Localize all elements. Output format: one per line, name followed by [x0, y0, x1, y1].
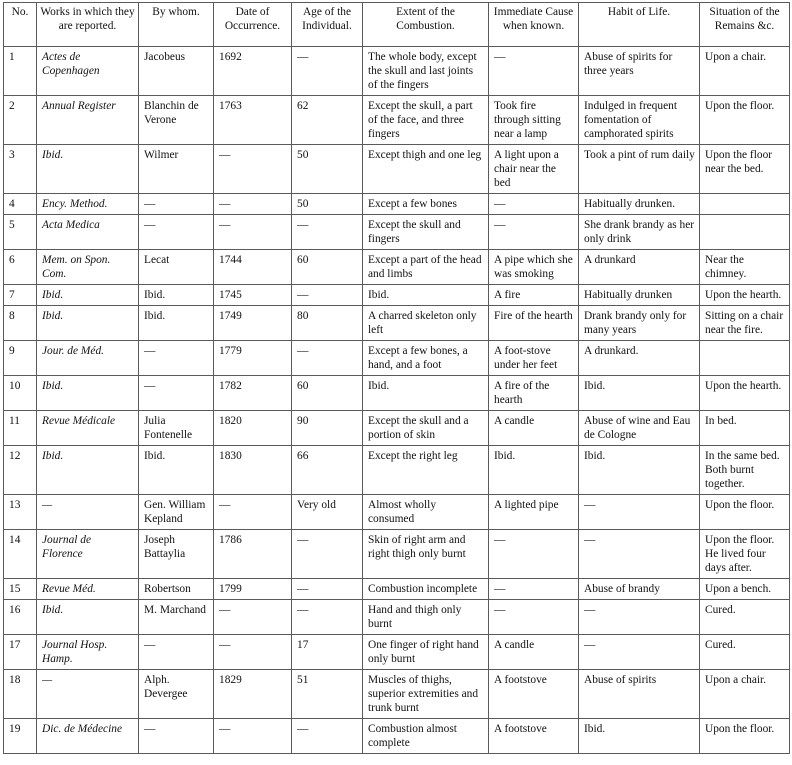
cell-cause: —	[489, 579, 579, 600]
cell-work: Acta Medica	[37, 215, 139, 250]
cell-extent: Ibid.	[363, 376, 489, 411]
cell-work: —	[37, 495, 139, 530]
cell-no: 7	[4, 285, 37, 306]
cell-date: —	[214, 635, 292, 670]
cell-no: 1	[4, 47, 37, 96]
cell-age: —	[292, 47, 363, 96]
cell-date: —	[214, 194, 292, 215]
cell-no: 18	[4, 670, 37, 719]
cell-situation: Sitting on a chair near the fire.	[700, 306, 790, 341]
cell-age: Very old	[292, 495, 363, 530]
cell-situation: Upon the hearth.	[700, 376, 790, 411]
table-row	[4, 411, 790, 446]
cell-date: 1744	[214, 250, 292, 285]
cell-habit: —	[579, 635, 700, 670]
cell-extent: Except the right leg	[363, 446, 489, 495]
cell-habit: Indulged in frequent fomentation of camphorated spirits	[579, 96, 700, 145]
cell-no: 2	[4, 96, 37, 145]
cell-work: Revue Méd.	[37, 579, 139, 600]
cell-cause: A candle	[489, 635, 579, 670]
cell-age: 50	[292, 145, 363, 194]
cell-habit: She drank brandy as her only drink	[579, 215, 700, 250]
cell-work: Revue Médicale	[37, 411, 139, 446]
header-extent: Extent of the Combustion.	[363, 3, 489, 47]
cell-age: —	[292, 719, 363, 754]
cell-by: —	[139, 376, 214, 411]
combustion-cases-table	[3, 2, 790, 754]
cell-age: 60	[292, 376, 363, 411]
cell-extent: Hand and thigh only burnt	[363, 600, 489, 635]
cell-age: —	[292, 600, 363, 635]
cell-habit: Ibid.	[579, 376, 700, 411]
cell-age: —	[292, 579, 363, 600]
cell-age: 80	[292, 306, 363, 341]
cell-date: 1829	[214, 670, 292, 719]
cell-age: 66	[292, 446, 363, 495]
cell-situation	[700, 194, 790, 215]
table-row	[4, 285, 790, 306]
table-row	[4, 719, 790, 754]
cell-by: Ibid.	[139, 446, 214, 495]
cell-extent: Muscles of thighs, superior extremities and trunk burnt	[363, 670, 489, 719]
cell-work: Annual Register	[37, 96, 139, 145]
cell-work: Ibid.	[37, 145, 139, 194]
cell-by: Julia Fontenelle	[139, 411, 214, 446]
table-row	[4, 579, 790, 600]
cell-date: 1745	[214, 285, 292, 306]
cell-extent: Except the skull and fingers	[363, 215, 489, 250]
cell-habit: Abuse of spirits for three years	[579, 47, 700, 96]
cell-work: Journal de Florence	[37, 530, 139, 579]
cell-work: Mem. on Spon. Com.	[37, 250, 139, 285]
cell-extent: Except a part of the head and limbs	[363, 250, 489, 285]
cell-extent: Combustion almost complete	[363, 719, 489, 754]
cell-age: —	[292, 341, 363, 376]
cell-habit: Ibid.	[579, 719, 700, 754]
cell-work: Ency. Method.	[37, 194, 139, 215]
cell-no: 11	[4, 411, 37, 446]
cell-date: —	[214, 495, 292, 530]
table-row	[4, 47, 790, 96]
cell-age: —	[292, 215, 363, 250]
cell-habit: —	[579, 495, 700, 530]
cell-situation: Cured.	[700, 635, 790, 670]
header-works: Works in which they are reported.	[37, 3, 139, 47]
table-row	[4, 670, 790, 719]
cell-work: —	[37, 670, 139, 719]
cell-by: M. Marchand	[139, 600, 214, 635]
header-situation: Situation of the Remains &c.	[700, 3, 790, 47]
cell-cause: Ibid.	[489, 446, 579, 495]
cell-by: Alph. Devergee	[139, 670, 214, 719]
cell-cause: A lighted pipe	[489, 495, 579, 530]
cell-date: —	[214, 719, 292, 754]
cell-by: Gen. William Kepland	[139, 495, 214, 530]
cell-habit: —	[579, 530, 700, 579]
cell-habit: Abuse of wine and Eau de Cologne	[579, 411, 700, 446]
cell-age: 17	[292, 635, 363, 670]
table-row	[4, 446, 790, 495]
table-row	[4, 194, 790, 215]
cell-extent: Skin of right arm and right thigh only burnt	[363, 530, 489, 579]
cell-habit: Took a pint of rum daily	[579, 145, 700, 194]
cell-situation: Upon the floor. He lived four days after.	[700, 530, 790, 579]
cell-no: 9	[4, 341, 37, 376]
cell-work: Actes de Copenhagen	[37, 47, 139, 96]
cell-work: Ibid.	[37, 285, 139, 306]
cell-cause: A foot-stove under her feet	[489, 341, 579, 376]
cell-no: 6	[4, 250, 37, 285]
table-row	[4, 376, 790, 411]
cell-extent: A charred skeleton only left	[363, 306, 489, 341]
cell-cause: —	[489, 194, 579, 215]
cell-situation: In bed.	[700, 411, 790, 446]
cell-age: 60	[292, 250, 363, 285]
table-row	[4, 341, 790, 376]
cell-by: —	[139, 341, 214, 376]
cell-extent: The whole body, except the skull and last joints of the fingers	[363, 47, 489, 96]
cell-situation: Near the chimney.	[700, 250, 790, 285]
cell-work: Ibid.	[37, 376, 139, 411]
table-row	[4, 600, 790, 635]
cell-by: —	[139, 215, 214, 250]
table-row	[4, 215, 790, 250]
cell-situation: Upon a chair.	[700, 670, 790, 719]
cell-habit: Abuse of brandy	[579, 579, 700, 600]
cell-situation: Upon the floor near the bed.	[700, 145, 790, 194]
cell-no: 14	[4, 530, 37, 579]
header-age: Age of the Individual.	[292, 3, 363, 47]
cell-date: 1692	[214, 47, 292, 96]
header-cause: Immediate Cause when known.	[489, 3, 579, 47]
cell-by: Jacobeus	[139, 47, 214, 96]
cell-no: 12	[4, 446, 37, 495]
cell-date: 1763	[214, 96, 292, 145]
cell-extent: Ibid.	[363, 285, 489, 306]
cell-date: 1782	[214, 376, 292, 411]
cell-date: —	[214, 600, 292, 635]
cell-work: Ibid.	[37, 600, 139, 635]
cell-no: 15	[4, 579, 37, 600]
cell-no: 5	[4, 215, 37, 250]
cell-age: —	[292, 530, 363, 579]
cell-cause: A footstove	[489, 719, 579, 754]
cell-by: Joseph Battaylia	[139, 530, 214, 579]
cell-cause: A pipe which she was smoking	[489, 250, 579, 285]
cell-work: Ibid.	[37, 306, 139, 341]
cell-no: 4	[4, 194, 37, 215]
cell-situation: Upon the floor.	[700, 495, 790, 530]
cell-cause: A fire of the hearth	[489, 376, 579, 411]
cell-situation	[700, 341, 790, 376]
cell-work: Dic. de Médecine	[37, 719, 139, 754]
cell-cause: Fire of the hearth	[489, 306, 579, 341]
cell-no: 10	[4, 376, 37, 411]
cell-habit: Abuse of spirits	[579, 670, 700, 719]
cell-date: 1749	[214, 306, 292, 341]
cell-no: 19	[4, 719, 37, 754]
cell-by: Wilmer	[139, 145, 214, 194]
cell-extent: Except a few bones, a hand, and a foot	[363, 341, 489, 376]
cell-situation: Upon a chair.	[700, 47, 790, 96]
cell-extent: Except the skull and a portion of skin	[363, 411, 489, 446]
header-date: Date of Occurrence.	[214, 3, 292, 47]
cell-habit: —	[579, 600, 700, 635]
cell-cause: —	[489, 530, 579, 579]
table-row	[4, 306, 790, 341]
cell-date: 1799	[214, 579, 292, 600]
header-habit: Habit of Life.	[579, 3, 700, 47]
cell-cause: A footstove	[489, 670, 579, 719]
cell-by: —	[139, 635, 214, 670]
cell-extent: Except a few bones	[363, 194, 489, 215]
cell-no: 17	[4, 635, 37, 670]
table-row	[4, 635, 790, 670]
cell-age: 50	[292, 194, 363, 215]
cell-date: 1779	[214, 341, 292, 376]
cell-no: 8	[4, 306, 37, 341]
cell-habit: Habitually drunken	[579, 285, 700, 306]
cell-no: 3	[4, 145, 37, 194]
cell-situation	[700, 215, 790, 250]
cell-situation: Upon the floor.	[700, 96, 790, 145]
cell-situation: In the same bed. Both burnt together.	[700, 446, 790, 495]
cell-date: —	[214, 145, 292, 194]
cell-by: Robertson	[139, 579, 214, 600]
cell-cause: —	[489, 215, 579, 250]
cell-date: —	[214, 215, 292, 250]
cell-by: Lecat	[139, 250, 214, 285]
cell-cause: Took fire through sitting near a lamp	[489, 96, 579, 145]
header-row	[4, 3, 790, 47]
cell-by: Ibid.	[139, 306, 214, 341]
cell-extent: Except the skull, a part of the face, and three fingers	[363, 96, 489, 145]
cell-work: Journal Hosp. Hamp.	[37, 635, 139, 670]
cell-date: 1786	[214, 530, 292, 579]
cell-situation: Upon the hearth.	[700, 285, 790, 306]
cell-habit: A drunkard.	[579, 341, 700, 376]
cell-habit: Drank brandy only for many years	[579, 306, 700, 341]
cell-cause: A light upon a chair near the bed	[489, 145, 579, 194]
cell-cause: A candle	[489, 411, 579, 446]
cell-work: Ibid.	[37, 446, 139, 495]
cell-by: Ibid.	[139, 285, 214, 306]
cell-cause: —	[489, 47, 579, 96]
cell-age: 90	[292, 411, 363, 446]
cell-date: 1820	[214, 411, 292, 446]
cell-extent: Except thigh and one leg	[363, 145, 489, 194]
cell-by: Blanchin de Verone	[139, 96, 214, 145]
table-row	[4, 530, 790, 579]
cell-cause: A fire	[489, 285, 579, 306]
cell-by: —	[139, 194, 214, 215]
cell-no: 16	[4, 600, 37, 635]
table-row	[4, 96, 790, 145]
table-row	[4, 495, 790, 530]
header-by-whom: By whom.	[139, 3, 214, 47]
cell-extent: Combustion incomplete	[363, 579, 489, 600]
cell-habit: Habitually drunken.	[579, 194, 700, 215]
cell-situation: Cured.	[700, 600, 790, 635]
cell-extent: One finger of right hand only burnt	[363, 635, 489, 670]
cell-habit: A drunkard	[579, 250, 700, 285]
cell-age: 62	[292, 96, 363, 145]
cell-work: Jour. de Méd.	[37, 341, 139, 376]
cell-habit: Ibid.	[579, 446, 700, 495]
cell-age: —	[292, 285, 363, 306]
cell-by: —	[139, 719, 214, 754]
cell-cause: —	[489, 600, 579, 635]
cell-date: 1830	[214, 446, 292, 495]
cell-situation: Upon a bench.	[700, 579, 790, 600]
cell-situation: Upon the floor.	[700, 719, 790, 754]
table-row	[4, 145, 790, 194]
header-no: No.	[4, 3, 37, 47]
cell-extent: Almost wholly consumed	[363, 495, 489, 530]
table-row	[4, 250, 790, 285]
cell-age: 51	[292, 670, 363, 719]
cell-no: 13	[4, 495, 37, 530]
